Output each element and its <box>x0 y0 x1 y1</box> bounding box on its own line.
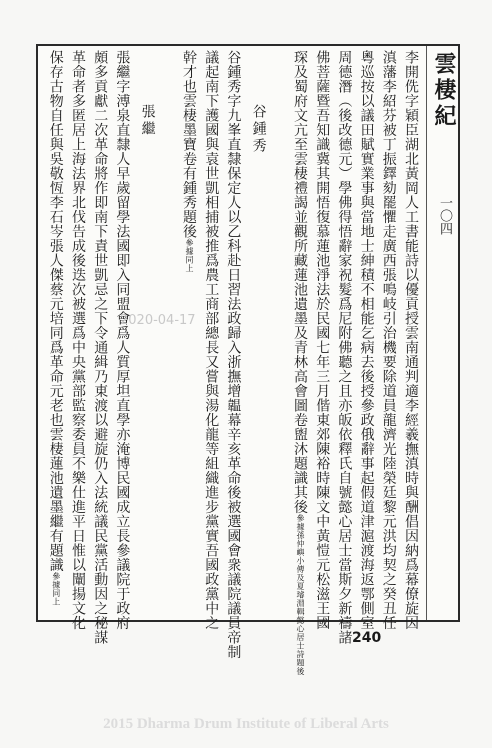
column-text: 佛菩薩暨吾知識冀其開悟復慕蓮池淨法於民國七年三月偕東郊陳裕時陳文中黃愷元松滋王國 <box>314 50 331 630</box>
book-title: 雲棲紀 <box>431 52 457 130</box>
column-text: 谷鍾秀字九峯直隸保定人以乙科赴日習法政歸入浙撫增韞幕辛亥革命後被選國會衆議院議員帝制 <box>225 50 242 659</box>
text-column <box>293 50 307 676</box>
title-column <box>426 46 457 620</box>
column-text: 滇藩李紹芬被丁振鐸劾罷懼走廣西張鳴岐引治機要除道員龍濟光陸榮廷黎元洪均契之癸丑任 <box>380 50 397 630</box>
column-text: 頗多貢獻二次革命將作即南下責世凱忌之下令通緝乃東渡以避旋仍入法統議民黨活動因之秘謀 <box>92 50 109 645</box>
citation-note: 參據同上 <box>185 238 194 273</box>
text-column <box>115 50 129 630</box>
copyright-footer: 2015 Dharma Drum Institute of Liberal Arts <box>103 716 389 732</box>
column-text: 張繼 <box>139 104 156 138</box>
text-column <box>404 50 418 630</box>
text-column <box>382 50 396 630</box>
column-text: 幹才也雲棲墨寶卷有鍾秀題後 <box>181 50 197 239</box>
column-text: 周德潛（後改德元）學佛得悟辭家祝髮爲尼附佛聽之且亦皈依釋氏自號懿心居士當斯夕新禱諸 <box>336 50 353 645</box>
text-column <box>182 50 196 273</box>
column-text: 谷鍾秀 <box>250 104 267 155</box>
text-column <box>204 50 218 630</box>
column-text: 琛及蜀府文亢至雲棲禮謁並觀所藏蓮池遺墨及青林高會圖卷盥沐題識其後 <box>292 50 308 514</box>
citation-note: 參據孫仲嶼小傳及夏璿淵輯懿心居士詩題後 <box>296 514 305 676</box>
column-text: 粵巡按以議田賦實業事與當地士紳積不相能乞病去後授參政俄辭事起假道津滬渡海返鄂側室 <box>358 50 375 630</box>
column-text: 保存古物自任與吳敬恆李石岑張人傑蔡元培同爲革命元老也雲棲蓮池遺墨繼有題識 <box>47 50 64 572</box>
section-heading <box>138 104 158 138</box>
date-watermark: 2020-04-17 <box>120 313 196 328</box>
page-number: 240 <box>352 630 382 646</box>
column-text: 張繼字溥泉直隸人早歲留學法國即入同盟會爲人質厚坦直學亦淹博民國成立長參議院于政府 <box>114 50 131 630</box>
text-column <box>49 50 63 606</box>
column-text: 革命者多匿居上海法界北伐告成後迭次被選爲中央黨部監察委員不樂仕進平日惟以闡揚文化 <box>70 50 86 630</box>
text-column <box>93 50 107 645</box>
leaf-number: 一〇四 <box>437 196 452 235</box>
citation-note: 參據同上 <box>51 572 61 606</box>
text-column <box>360 50 374 630</box>
text-column <box>315 50 329 630</box>
column-text: 議起南下護國與袁世凱相捕被推爲農工商部總長又嘗與湯化龍等組織進步黨實吾國政黨中之 <box>203 50 220 630</box>
section-heading <box>249 104 269 155</box>
text-column <box>226 50 240 659</box>
text-column <box>337 50 351 645</box>
column-text: 李開侁字穎臣湖北黃岡人工書能詩以優貢授雲南通判適李經羲撫滇時與酬倡因納爲幕僚旋因 <box>403 50 419 630</box>
text-column <box>71 50 85 630</box>
